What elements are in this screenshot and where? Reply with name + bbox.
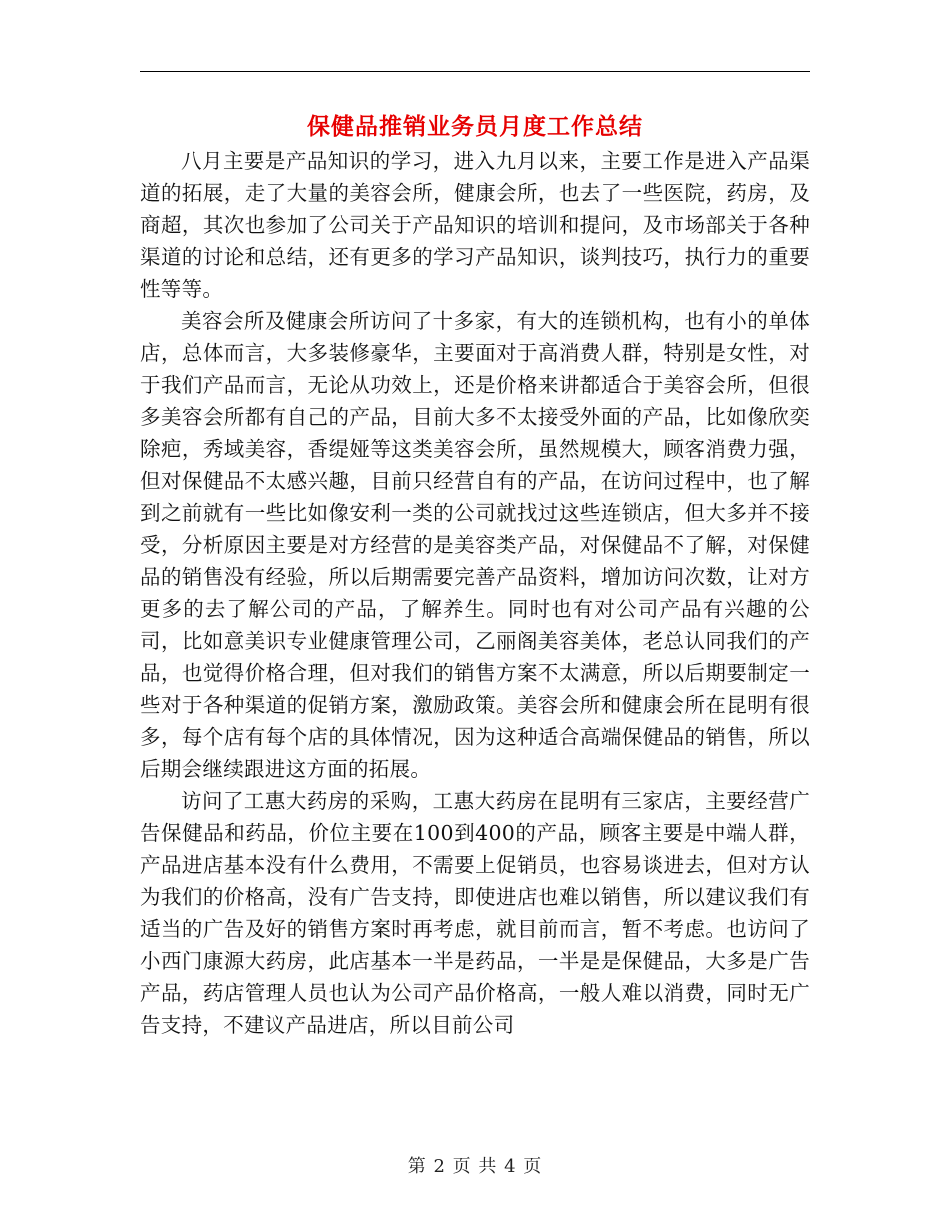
page-number-footer: 第 2 页 共 4 页: [407, 1156, 543, 1177]
paragraph-2: 美容会所及健康会所访问了十多家，有大的连锁机构，也有小的单体店，总体而言，大多装修豪华，主要面对于高消费人群，特别是女性，对于我们产品而言，无论从功效上，还是价格来讲都适合于美容会所，但很多美容会所都有自己的产品，目前大多不太接受外面的产品，比如像欣奕除疤，秀域美容，香缇娅等这类美容会所，虽然规模大，顾客消费力强，但对保健品不太感兴趣，目前只经营自有的产品，在访问过程中，也了解到之前就有一些比如像安利一类的公司就找过这些连锁店，但大多并不接受，分析原因主要是对方经营的是美容类产品，对保健品不了解，对保健品的销售没有经验，所以后期需要完善产品资料，增加访问次数，让对方更多的去了解公司的产品，了解养生。同时也有对公司产品有兴趣的公司，比如意美识专业健康管理公司，乙丽阁美容美体，老总认同我们的产品，也觉得价格合理，但对我们的销售方案不太满意，所以后期要制定一些对于各种渠道的促销方案，激励政策。美容会所和健康会所在昆明有很多，每个店有每个店的具体情况，因为这种适合高端保健品的销售，所以后期会继续跟进这方面的拓展。: [140, 309, 810, 781]
header-rule: [140, 71, 810, 72]
document-body: [140, 145, 810, 1041]
document-title: 保健品推销业务员月度工作总结: [307, 114, 643, 140]
paragraph-1: 八月主要是产品知识的学习，进入九月以来，主要工作是进入产品渠道的拓展，走了大量的美容会所，健康会所，也去了一些医院，药房，及商超，其次也参加了公司关于产品知识的培训和提问，及市场部关于各种渠道的讨论和总结，还有更多的学习产品知识，谈判技巧，执行力的重要性等等。: [140, 149, 810, 301]
paragraph-3: 访问了工惠大药房的采购，工惠大药房在昆明有三家店，主要经营广告保健品和药品，价位主要在100到400的产品，顾客主要是中端人群，产品进店基本没有什么费用，不需要上促销员，也容易谈进去，但对方认为我们的价格高，没有广告支持，即使进店也难以销售，所以建议我们有适当的广告及好的销售方案时再考虑，就目前而言，暂不考虑。也访问了小西门康源大药房，此店基本一半是药品，一半是是保健品，大多是广告产品，药店管理人员也认为公司产品价格高，一般人难以消费，同时无广告支持，不建议产品进店，所以目前公司: [140, 789, 810, 1037]
